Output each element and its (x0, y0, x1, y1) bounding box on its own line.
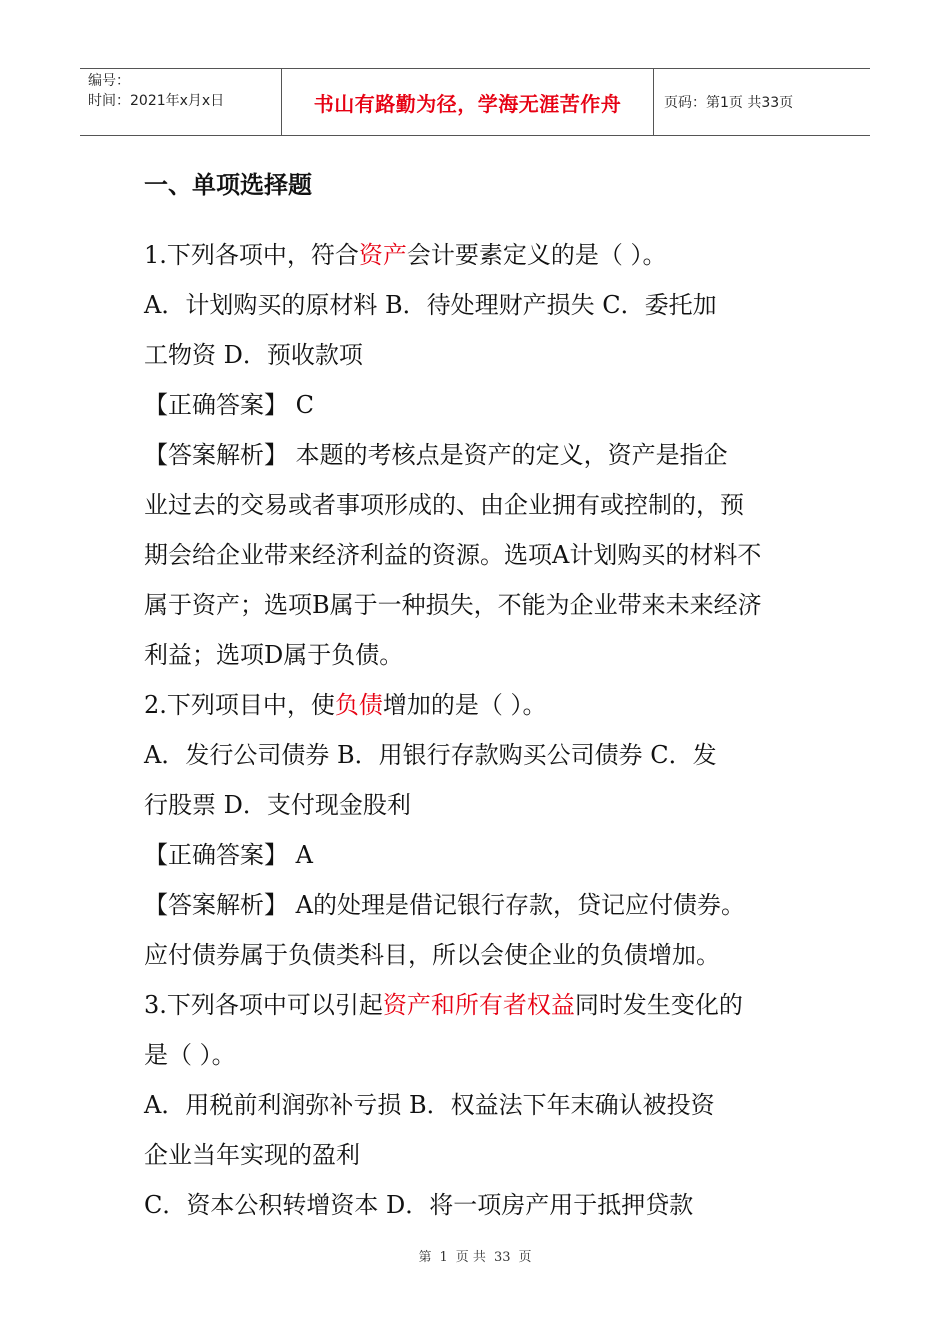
footer-total-pages: 33 (493, 1250, 511, 1265)
stem-text: 增加的是（ ）。 (382, 691, 547, 719)
question-stem (144, 230, 814, 280)
question-stem-continued: 是（ ）。 (144, 1041, 236, 1069)
question-stem (144, 680, 814, 730)
header-page-number: 页码：第1页 共33页 (664, 95, 794, 111)
question-options: 工物资 D．预收款项 (144, 341, 363, 369)
header-motto: 书山有路勤为径，学海无涯苦作舟 (282, 69, 654, 135)
question-options: 行股票 D．支付现金股利 (144, 791, 411, 819)
question-stem (144, 980, 814, 1030)
stem-keyword: 负债 (334, 691, 383, 719)
footer-text: 页 共 (455, 1250, 486, 1265)
stem-text: 2.下列项目中，使 (144, 691, 335, 719)
footer-text: 第 (418, 1250, 432, 1265)
question-3 (144, 980, 814, 1230)
stem-text: 1.下列各项中，符合 (144, 241, 359, 269)
document-header (80, 68, 870, 136)
stem-keyword: 资产 (358, 241, 407, 269)
stem-text: 3.下列各项中可以引起 (144, 991, 383, 1019)
question-options: A．计划购买的原材料 B．待处理财产损失 C．委托加 (144, 291, 717, 319)
answer-analysis: 属于资产；选项B属于一种损失，不能为企业带来未来经济 (144, 591, 762, 619)
document-body (144, 160, 814, 1230)
question-options: A．用税前利润弥补亏损 B．权益法下年末确认被投资 (144, 1091, 715, 1119)
answer-analysis: 【答案解析】 A的处理是借记银行存款，贷记应付债券。 (144, 891, 745, 919)
document-number-label: 编号： (88, 73, 130, 89)
question-1 (144, 230, 814, 680)
correct-answer: 【正确答案】 C (144, 391, 314, 419)
document-date: 时间：2021年x月x日 (88, 93, 225, 109)
correct-answer: 【正确答案】 A (144, 841, 313, 869)
section-title: 一、单项选择题 (144, 171, 312, 199)
answer-analysis: 【答案解析】 本题的考核点是资产的定义，资产是指企 (144, 441, 728, 469)
page-footer (0, 1246, 950, 1265)
answer-analysis: 业过去的交易或者事项形成的、由企业拥有或控制的，预 (144, 491, 744, 519)
answer-analysis: 期会给企业带来经济利益的资源。选项A计划购买的材料不 (144, 541, 762, 569)
question-options: C．资本公积转增资本 D．将一项房产用于抵押贷款 (144, 1191, 694, 1219)
question-2 (144, 680, 814, 980)
answer-analysis: 利益；选项D属于负债。 (144, 641, 404, 669)
answer-analysis: 应付债券属于负债类科目，所以会使企业的负债增加。 (144, 941, 720, 969)
footer-text: 页 (518, 1250, 532, 1265)
header-meta (80, 69, 282, 135)
stem-text: 会计要素定义的是（ ）。 (406, 241, 667, 269)
footer-current-page: 1 (439, 1250, 448, 1265)
question-options: A．发行公司债券 B．用银行存款购买公司债券 C．发 (144, 741, 717, 769)
stem-keyword: 资产和所有者权益 (382, 991, 575, 1019)
stem-text: 同时发生变化的 (574, 991, 743, 1019)
question-options: 企业当年实现的盈利 (144, 1141, 360, 1169)
